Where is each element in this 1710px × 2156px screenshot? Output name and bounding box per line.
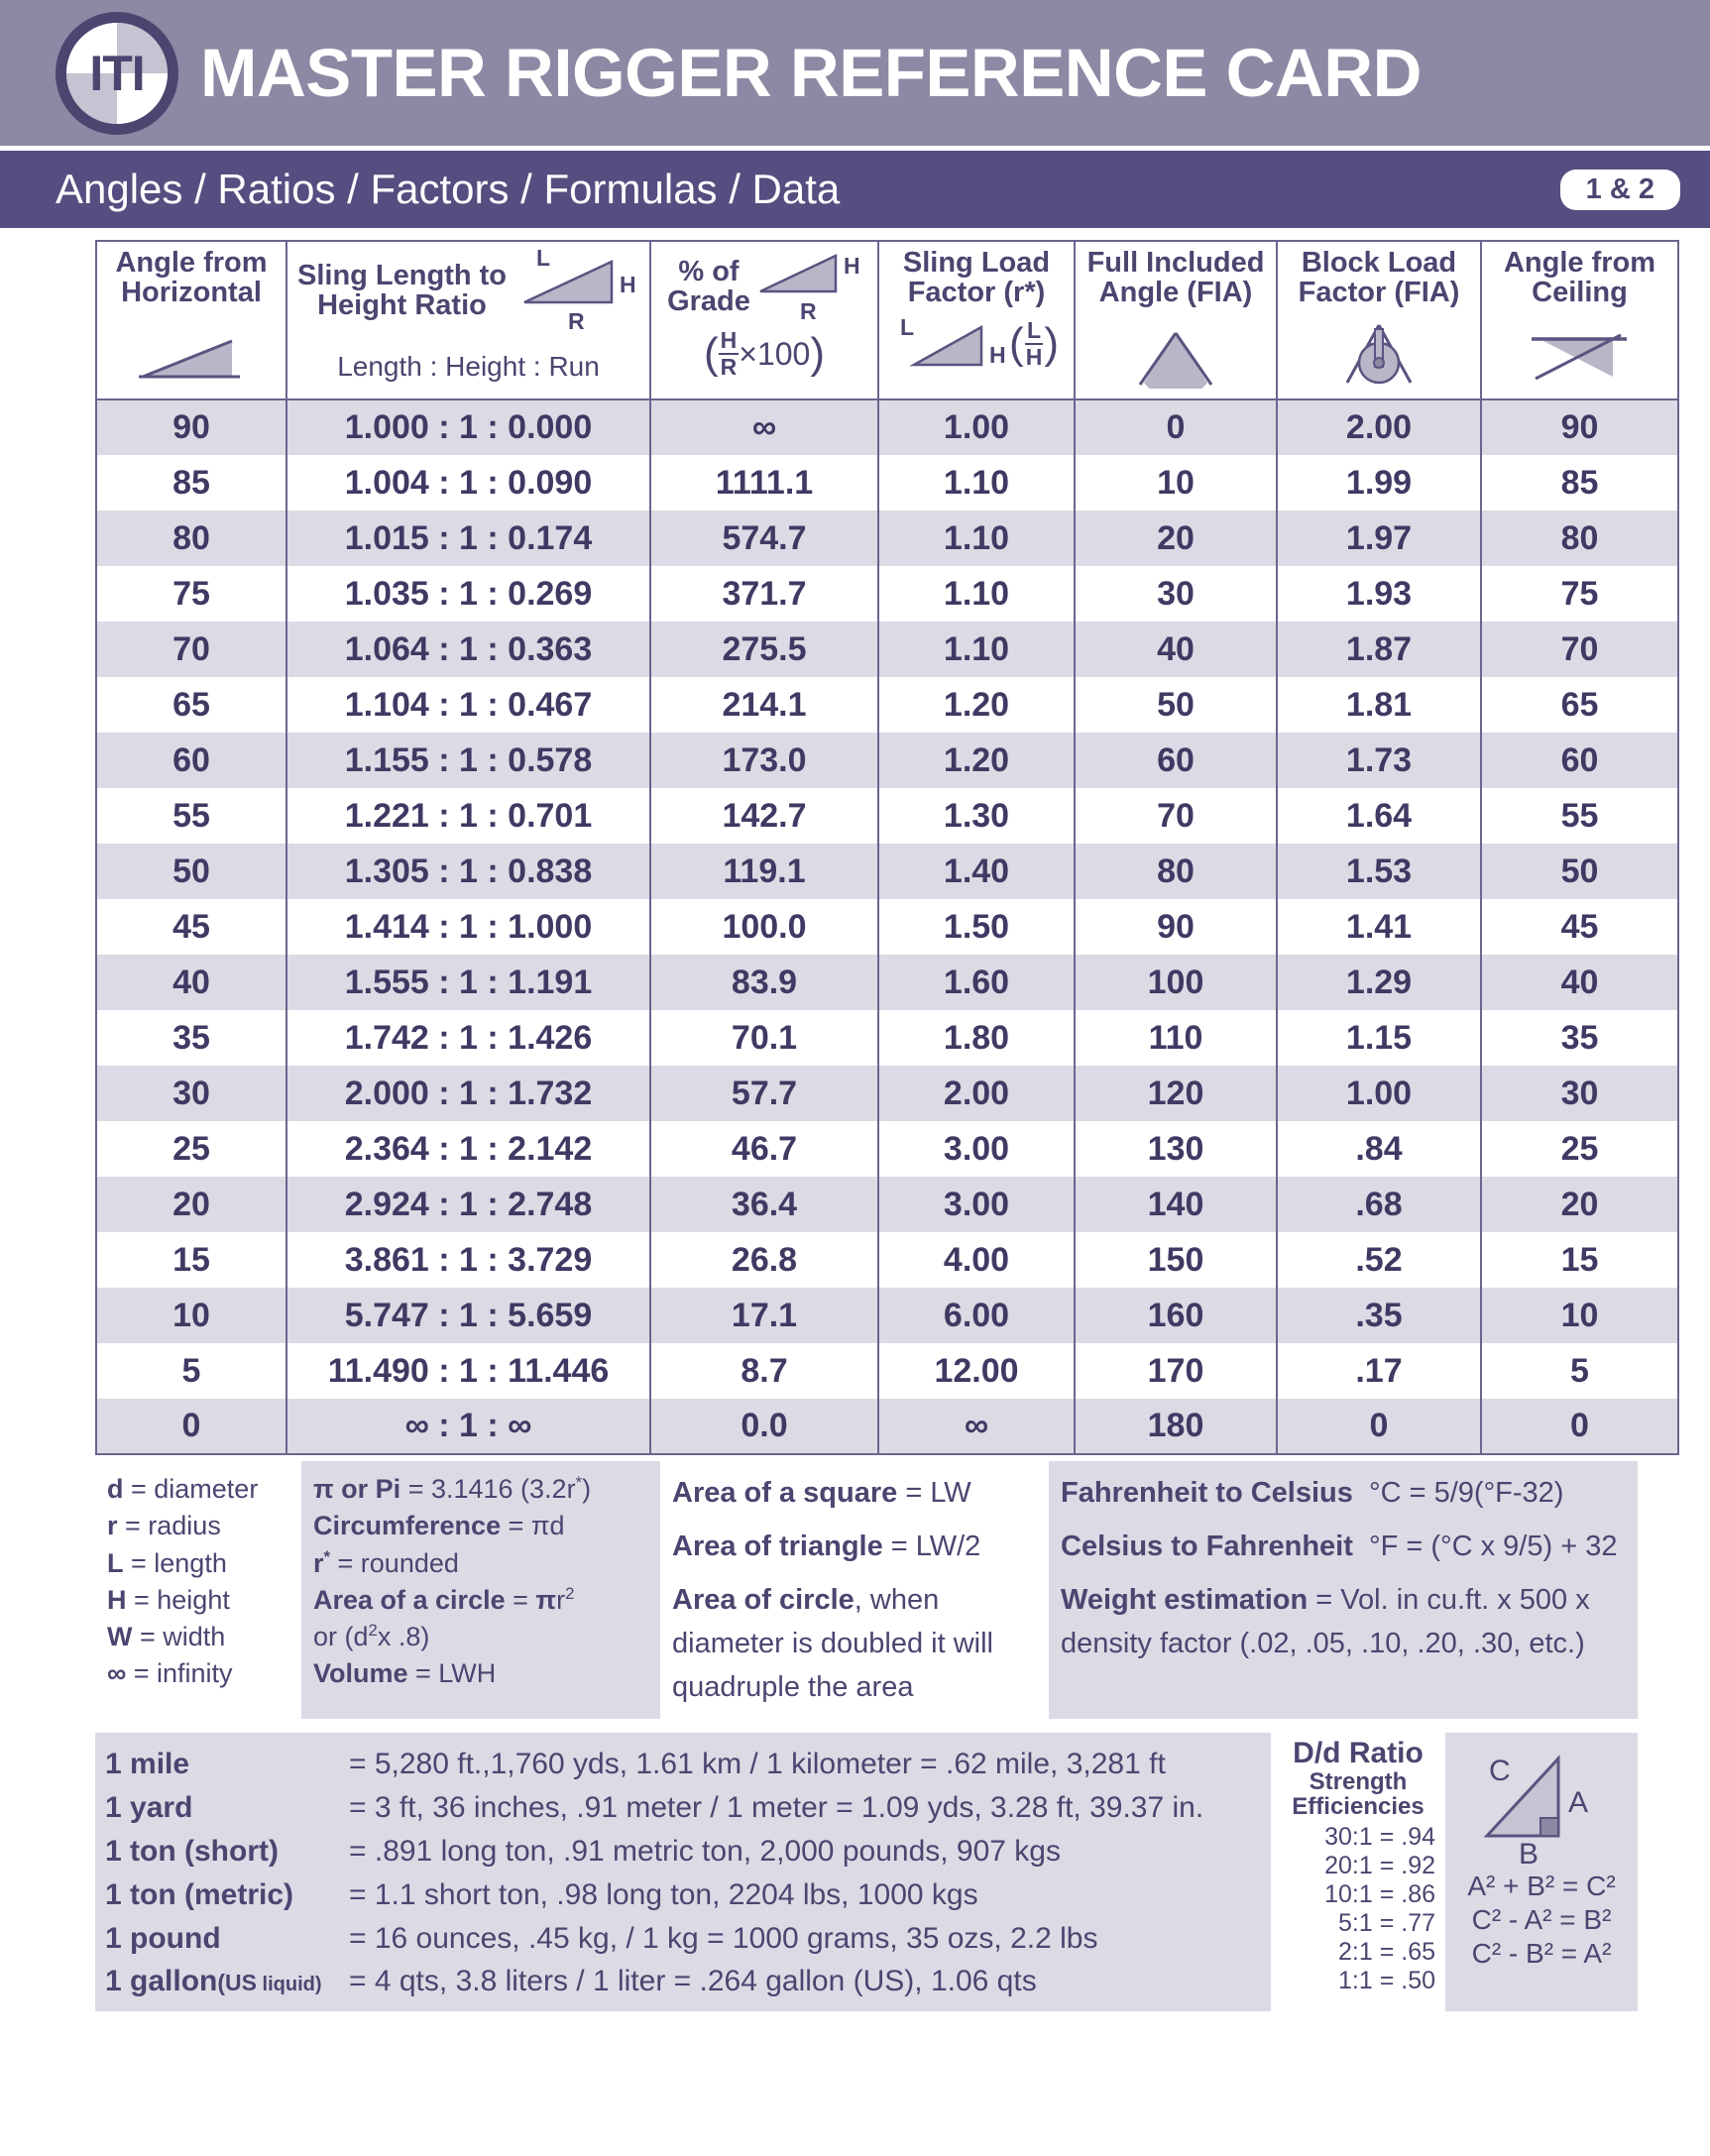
table-cell-col-0: 70 (96, 622, 286, 677)
table-cell-col-2: 275.5 (650, 622, 878, 677)
table-cell-col-5: .35 (1277, 1288, 1481, 1343)
table-cell-col-2: ∞ (650, 399, 878, 455)
pythagorean-equation: C² - B² = A² (1471, 1937, 1612, 1969)
table-cell-col-0: 75 (96, 566, 286, 622)
right-triangle-L-H-R-icon (513, 248, 639, 333)
angle-from-ceiling-icon (1526, 329, 1635, 385)
weight-estimation-line: Weight estimation = Vol. in cu.ft. x 500 x density factor (.02, .05, .10, .20, .30, etc.) (1061, 1584, 1590, 1660)
table-row (96, 622, 1678, 677)
conversion-value: = .891 long ton, .91 metric ton, 2,000 pounds, 907 kgs (349, 1834, 1061, 1868)
table-cell-col-1: 1.000 : 1 : 0.000 (286, 399, 650, 455)
dd-ratio-entry: 2:1 = .65 (1338, 1938, 1435, 1967)
table-cell-col-2: 70.1 (650, 1010, 878, 1066)
table-cell-col-1: 2.364 : 1 : 2.142 (286, 1121, 650, 1177)
conversion-value: = 4 qts, 3.8 liters / 1 liter = .264 gallon (US), 1.06 qts (349, 1965, 1037, 1998)
column-header-sling-length-to-height-ratio (286, 241, 650, 399)
table-cell-col-2: 83.9 (650, 955, 878, 1010)
logo-text: ITI (89, 45, 145, 101)
table-cell-col-5: .84 (1277, 1121, 1481, 1177)
table-cell-col-6: 85 (1481, 455, 1678, 511)
table-row (96, 1010, 1678, 1066)
table-cell-col-1: 1.004 : 1 : 0.090 (286, 455, 650, 511)
table-cell-col-4: 180 (1075, 1399, 1277, 1454)
table-cell-col-0: 40 (96, 955, 286, 1010)
conversions-band (0, 1719, 1710, 2011)
table-cell-col-5: 0 (1277, 1399, 1481, 1454)
conversion-label: 1 ton (short) (105, 1834, 279, 1868)
table-cell-col-4: 20 (1075, 511, 1277, 566)
table-cell-col-2: 1111.1 (650, 455, 878, 511)
table-cell-col-5: 1.29 (1277, 955, 1481, 1010)
table-cell-col-3: 2.00 (878, 1066, 1075, 1121)
table-row (96, 455, 1678, 511)
table-cell-col-2: 26.8 (650, 1232, 878, 1288)
table-cell-col-2: 0.0 (650, 1399, 878, 1454)
table-cell-col-0: 35 (96, 1010, 286, 1066)
table-cell-col-5: .17 (1277, 1343, 1481, 1399)
definition-line: ∞ = infinity (107, 1658, 233, 1689)
definition-line: W = width (107, 1622, 226, 1651)
svg-text:H: H (989, 342, 1006, 369)
table-cell-col-6: 25 (1481, 1121, 1678, 1177)
table-cell-col-0: 55 (96, 788, 286, 844)
table-cell-col-5: 1.41 (1277, 899, 1481, 955)
table-cell-col-6: 40 (1481, 955, 1678, 1010)
table-cell-col-5: 1.99 (1277, 455, 1481, 511)
dd-ratio-entry: 10:1 = .86 (1324, 1880, 1435, 1909)
geometry-line: π or Pi = 3.1416 (3.2r*) (313, 1473, 592, 1504)
geometry-line: r* = rounded (313, 1546, 459, 1578)
table-cell-col-3: 4.00 (878, 1232, 1075, 1288)
table-cell-col-2: 46.7 (650, 1121, 878, 1177)
conversion-value: = 3 ft, 36 inches, .91 meter / 1 meter = 1.09 yds, 3.28 ft, 39.37 in. (349, 1791, 1204, 1825)
table-cell-col-4: 140 (1075, 1177, 1277, 1232)
table-cell-col-0: 20 (96, 1177, 286, 1232)
page-title: MASTER RIGGER REFERENCE CARD (200, 35, 1422, 111)
table-cell-col-2: 36.4 (650, 1177, 878, 1232)
header-line-1: Full Included (1086, 247, 1265, 279)
definition-line: H = height (107, 1584, 230, 1615)
conversion-label: 1 ton (metric) (105, 1877, 294, 1911)
table-cell-col-5: .68 (1277, 1177, 1481, 1232)
table-cell-col-0: 60 (96, 733, 286, 788)
sling-triangle-L-H-icon (894, 313, 1009, 375)
table-cell-col-5: 1.64 (1277, 788, 1481, 844)
table-cell-col-3: 12.00 (878, 1343, 1075, 1399)
table-cell-col-2: 100.0 (650, 899, 878, 955)
table-cell-col-1: 1.555 : 1 : 1.191 (286, 955, 650, 1010)
svg-text:R: R (568, 308, 585, 333)
table-row (96, 1121, 1678, 1177)
table-cell-col-0: 80 (96, 511, 286, 566)
table-cell-col-0: 30 (96, 1066, 286, 1121)
pythagorean-equations (1445, 1870, 1638, 1970)
table-cell-col-6: 60 (1481, 733, 1678, 788)
table-cell-col-3: 1.10 (878, 455, 1075, 511)
subtitle-text: Angles / Ratios / Factors / Formulas / Data (56, 166, 841, 212)
dd-ratio-entries (1271, 1823, 1445, 1995)
header-line-2: Horizontal (121, 277, 262, 309)
table-cell-col-2: 57.7 (650, 1066, 878, 1121)
table-cell-col-0: 50 (96, 844, 286, 899)
table-row (96, 1177, 1678, 1232)
temp-line: Celsius to Fahrenheit °F = (°C x 9/5) + 32 (1061, 1531, 1618, 1563)
reference-table-wrap (0, 228, 1710, 1455)
table-body (96, 399, 1678, 1454)
table-cell-col-6: 35 (1481, 1010, 1678, 1066)
table-row (96, 399, 1678, 455)
geometry-formulas-block (301, 1461, 660, 1719)
header-line-2: Height Ratio (317, 289, 487, 321)
header-line-2: Grade (667, 285, 750, 317)
table-cell-col-4: 0 (1075, 399, 1277, 455)
table-cell-col-0: 45 (96, 899, 286, 955)
table-cell-col-3: 1.10 (878, 566, 1075, 622)
pythagorean-block (1445, 1733, 1638, 2011)
table-cell-col-4: 110 (1075, 1010, 1277, 1066)
table-row (96, 566, 1678, 622)
table-cell-col-4: 60 (1075, 733, 1277, 788)
table-cell-col-4: 160 (1075, 1288, 1277, 1343)
column-header-block-load-factor (1277, 241, 1481, 399)
header-line-2: Factor (r*) (907, 277, 1046, 309)
svg-text:R: R (799, 298, 817, 324)
conversion-value: = 5,280 ft.,1,760 yds, 1.61 km / 1 kilometer = .62 mile, 3,281 ft (349, 1748, 1166, 1781)
svg-text:H: H (620, 272, 636, 297)
table-cell-col-3: ∞ (878, 1399, 1075, 1454)
conversion-value: = 16 ounces, .45 kg, / 1 kg = 1000 grams, 35 ozs, 2.2 lbs (349, 1921, 1098, 1955)
table-cell-col-1: 5.747 : 1 : 5.659 (286, 1288, 650, 1343)
table-cell-col-4: 30 (1075, 566, 1277, 622)
pythagorean-equation: C² - A² = B² (1471, 1903, 1612, 1935)
table-cell-col-5: 1.53 (1277, 844, 1481, 899)
table-row (96, 1399, 1678, 1454)
table-cell-col-1: 1.155 : 1 : 0.578 (286, 733, 650, 788)
geometry-line: Circumference = πd (313, 1511, 565, 1541)
table-cell-col-1: 1.221 : 1 : 0.701 (286, 788, 650, 844)
table-cell-col-5: 1.00 (1277, 1066, 1481, 1121)
table-cell-col-6: 50 (1481, 844, 1678, 899)
table-row (96, 677, 1678, 733)
conversion-label: 1 mile (105, 1748, 190, 1781)
table-cell-col-1: 11.490 : 1 : 11.446 (286, 1343, 650, 1399)
table-cell-col-1: 3.861 : 1 : 3.729 (286, 1232, 650, 1288)
table-header (96, 241, 1678, 399)
formula-times-100: ×100 (739, 335, 811, 372)
definitions-block (95, 1461, 301, 1719)
table-cell-col-0: 25 (96, 1121, 286, 1177)
column-header-percent-of-grade (650, 241, 878, 399)
table-cell-col-3: 1.10 (878, 622, 1075, 677)
area-line: Area of a square = LW (672, 1477, 971, 1509)
table-cell-col-5: 1.15 (1277, 1010, 1481, 1066)
formula-band (0, 1455, 1710, 1719)
conversion-value: = 1.1 short ton, .98 long ton, 2204 lbs, 1000 kgs (349, 1877, 978, 1911)
table-cell-col-3: 1.80 (878, 1010, 1075, 1066)
table-cell-col-0: 65 (96, 677, 286, 733)
conversion-label: 1 yard (105, 1791, 193, 1825)
formula-fraction-l-over-h: $\frac{L}{H}$ (1025, 317, 1043, 371)
header-line-2: Factor (FIA) (1298, 277, 1460, 309)
table-cell-col-5: 1.97 (1277, 511, 1481, 566)
table-cell-col-5: 1.87 (1277, 622, 1481, 677)
table-cell-col-0: 0 (96, 1399, 286, 1454)
formula-paren-open: ( (703, 329, 719, 378)
block-pulley-icon (1327, 321, 1430, 387)
geometry-line: Area of a circle = $\pi r^2$ (313, 1583, 575, 1615)
conversion-row (105, 1960, 1271, 2003)
header-line-2: Ceiling (1532, 277, 1628, 309)
included-angle-icon (1124, 327, 1227, 389)
geometry-line: Volume = LWH (313, 1658, 497, 1689)
conversion-label: 1 gallon(US liquid) (105, 1965, 322, 1998)
table-cell-col-0: 5 (96, 1343, 286, 1399)
table-cell-col-5: 1.93 (1277, 566, 1481, 622)
svg-text:L: L (536, 248, 551, 271)
formula-paren-close: ) (810, 329, 825, 378)
area-line: Area of circle, when diameter is doubled it will quadruple the area (672, 1584, 993, 1704)
table-cell-col-6: 45 (1481, 899, 1678, 955)
dd-ratio-title: D/d Ratio (1293, 1737, 1424, 1770)
table-cell-col-6: 15 (1481, 1232, 1678, 1288)
table-row (96, 733, 1678, 788)
conversion-row (105, 1873, 1271, 1917)
definition-line: L = length (107, 1547, 227, 1578)
table-cell-col-0: 10 (96, 1288, 286, 1343)
table-cell-col-2: 173.0 (650, 733, 878, 788)
table-cell-col-2: 214.1 (650, 677, 878, 733)
table-cell-col-3: 1.20 (878, 677, 1075, 733)
table-cell-col-3: 1.20 (878, 733, 1075, 788)
formula-paren-close: ) (1044, 319, 1059, 369)
formula-paren-open: ( (1009, 319, 1024, 369)
table-cell-col-5: 2.00 (1277, 399, 1481, 455)
table-cell-col-5: 1.73 (1277, 733, 1481, 788)
conversion-row (105, 1917, 1271, 1961)
table-cell-col-4: 100 (1075, 955, 1277, 1010)
table-cell-col-3: 1.30 (878, 788, 1075, 844)
masthead (0, 0, 1710, 151)
table-row (96, 1066, 1678, 1121)
table-cell-col-6: 65 (1481, 677, 1678, 733)
table-row (96, 1288, 1678, 1343)
definition-line: r = radius (107, 1511, 221, 1541)
table-cell-col-6: 75 (1481, 566, 1678, 622)
conversion-row (105, 1743, 1271, 1786)
header-line-1: % of (678, 255, 740, 287)
table-cell-col-6: 80 (1481, 511, 1678, 566)
formula-fraction-h-over-r: $\frac{H}{R}$ (720, 327, 738, 380)
table-cell-col-6: 5 (1481, 1343, 1678, 1399)
table-cell-col-6: 70 (1481, 622, 1678, 677)
table-cell-col-5: .52 (1277, 1232, 1481, 1288)
geometry-line: or ($d^2x$ .8) (313, 1621, 430, 1651)
table-cell-col-1: 2.924 : 1 : 2.748 (286, 1177, 650, 1232)
table-cell-col-2: 142.7 (650, 788, 878, 844)
column-header-full-included-angle (1075, 241, 1277, 399)
table-cell-col-6: 0 (1481, 1399, 1678, 1454)
column-header-angle-from-ceiling (1481, 241, 1678, 399)
table-cell-col-6: 30 (1481, 1066, 1678, 1121)
dd-ratio-subtitle-2: Efficiencies (1292, 1792, 1425, 1820)
header-line-1: Block Load (1301, 247, 1457, 279)
table-cell-col-6: 90 (1481, 399, 1678, 455)
table-cell-col-4: 70 (1075, 788, 1277, 844)
temp-line: Fahrenheit to Celsius °C = 5/9(°F-32) (1061, 1477, 1564, 1509)
table-cell-col-1: 1.064 : 1 : 0.363 (286, 622, 650, 677)
table-cell-col-3: 1.60 (878, 955, 1075, 1010)
table-cell-col-4: 10 (1075, 455, 1277, 511)
table-row (96, 1232, 1678, 1288)
table-cell-col-0: 15 (96, 1232, 286, 1288)
table-cell-col-2: 371.7 (650, 566, 878, 622)
table-cell-col-2: 8.7 (650, 1343, 878, 1399)
header-line-1: Angle from (115, 247, 268, 279)
table-cell-col-2: 119.1 (650, 844, 878, 899)
triangle-label-c: C (1489, 1755, 1511, 1788)
dd-ratio-entry: 20:1 = .92 (1324, 1852, 1435, 1880)
table-cell-col-6: 55 (1481, 788, 1678, 844)
table-cell-col-4: 150 (1075, 1232, 1277, 1288)
conversion-row (105, 1830, 1271, 1873)
table-row (96, 844, 1678, 899)
table-cell-col-4: 130 (1075, 1121, 1277, 1177)
table-cell-col-0: 85 (96, 455, 286, 511)
table-cell-col-1: 1.305 : 1 : 0.838 (286, 844, 650, 899)
table-cell-col-4: 170 (1075, 1343, 1277, 1399)
table-cell-col-2: 17.1 (650, 1288, 878, 1343)
table-cell-col-2: 574.7 (650, 511, 878, 566)
column-header-sling-load-factor (878, 241, 1075, 399)
temperature-weight-block (1049, 1461, 1638, 1719)
table-cell-col-1: 1.015 : 1 : 0.174 (286, 511, 650, 566)
dd-ratio-subtitle-1: Strength (1309, 1768, 1408, 1796)
dd-ratio-entry: 1:1 = .50 (1338, 1967, 1435, 1995)
conversion-label: 1 pound (105, 1921, 221, 1955)
triangle-label-b: B (1519, 1838, 1539, 1871)
table-cell-col-6: 20 (1481, 1177, 1678, 1232)
table-row (96, 788, 1678, 844)
table-cell-col-3: 1.50 (878, 899, 1075, 955)
unit-conversions-list (95, 1733, 1271, 2011)
table-row (96, 1343, 1678, 1399)
dd-ratio-entry: 5:1 = .77 (1338, 1909, 1435, 1938)
area-line: Area of triangle = LW/2 (672, 1531, 981, 1563)
definition-line: d = diameter (107, 1474, 259, 1504)
table-row (96, 511, 1678, 566)
table-cell-col-6: 10 (1481, 1288, 1678, 1343)
page-number-badge: 1 & 2 (1560, 170, 1680, 210)
table-cell-col-3: 3.00 (878, 1177, 1075, 1232)
conversion-row (105, 1786, 1271, 1830)
table-cell-col-4: 80 (1075, 844, 1277, 899)
table-cell-col-3: 1.00 (878, 399, 1075, 455)
table-cell-col-5: 1.81 (1277, 677, 1481, 733)
table-cell-col-3: 1.40 (878, 844, 1075, 899)
table-cell-col-4: 120 (1075, 1066, 1277, 1121)
rigging-reference-table (95, 240, 1679, 1455)
table-cell-col-0: 90 (96, 399, 286, 455)
table-cell-col-4: 40 (1075, 622, 1277, 677)
header-sub-length-height-run: Length : Height : Run (337, 351, 600, 382)
dd-ratio-entry: 30:1 = .94 (1324, 1823, 1435, 1852)
right-triangle-pythagorean-icon (1467, 1739, 1616, 1870)
angle-from-horizontal-icon (137, 333, 246, 385)
pythagorean-equation: A² + B² = C² (1467, 1871, 1616, 1902)
table-cell-col-1: 2.000 : 1 : 1.732 (286, 1066, 650, 1121)
subtitle-bar (0, 151, 1710, 228)
iti-logo (56, 12, 178, 135)
table-cell-col-1: 1.414 : 1 : 1.000 (286, 899, 650, 955)
table-cell-col-1: ∞ : 1 : ∞ (286, 1399, 650, 1454)
table-cell-col-1: 1.104 : 1 : 0.467 (286, 677, 650, 733)
table-cell-col-4: 90 (1075, 899, 1277, 955)
table-cell-col-1: 1.742 : 1 : 1.426 (286, 1010, 650, 1066)
header-line-2: Angle (FIA) (1098, 277, 1253, 309)
header-line-1: Sling Length to (296, 259, 507, 291)
svg-text:L: L (900, 314, 915, 341)
grade-triangle-H-R-icon (756, 248, 861, 325)
header-line-1: Angle from (1503, 247, 1656, 279)
table-cell-col-3: 3.00 (878, 1121, 1075, 1177)
header-line-1: Sling Load (902, 247, 1051, 279)
triangle-label-a: A (1568, 1786, 1589, 1820)
area-formulas-block (660, 1461, 1049, 1719)
table-row (96, 899, 1678, 955)
column-header-angle-from-horizontal (96, 241, 286, 399)
table-cell-col-4: 50 (1075, 677, 1277, 733)
svg-text:H: H (843, 253, 860, 279)
table-row (96, 955, 1678, 1010)
dd-ratio-block (1271, 1733, 1445, 2011)
table-cell-col-3: 1.10 (878, 511, 1075, 566)
table-cell-col-1: 1.035 : 1 : 0.269 (286, 566, 650, 622)
table-cell-col-3: 6.00 (878, 1288, 1075, 1343)
